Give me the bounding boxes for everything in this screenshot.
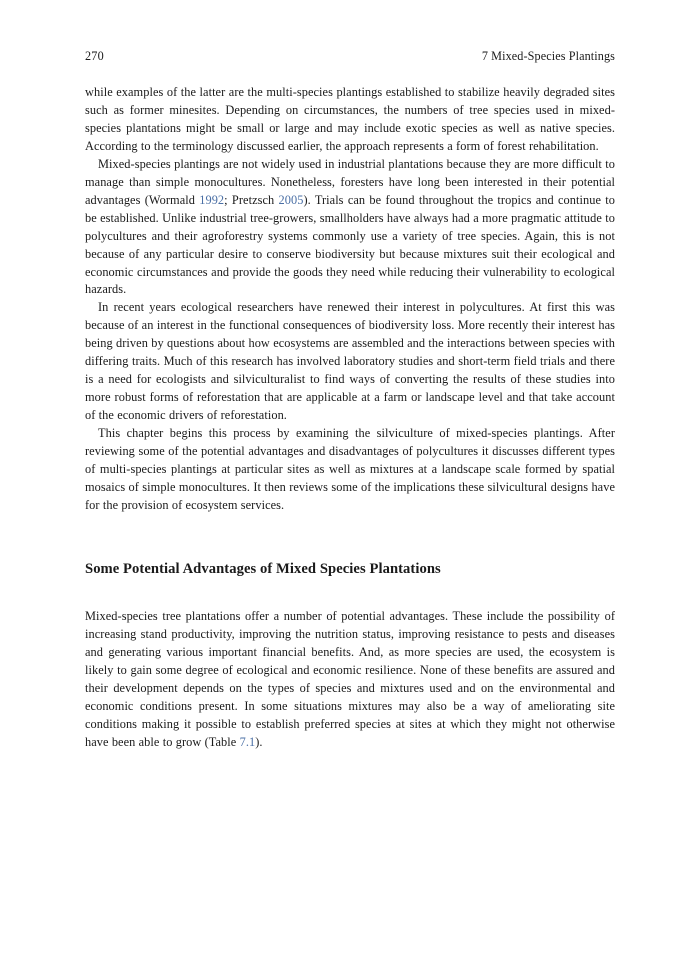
paragraph-5-text-a: Mixed-species tree plantations offer a number of potential advantages. These include the possibility of increasing stand productivity, improving the nutrition status, improving resistance to pests and diseases and generating various important financial benefits. And, as more species are used, the ecosystem is likely to gain some degree of ecological and economic resilience. None of these benefits are assured and their development depends on the types of species and mixtures used and on the environmental and economic conditions present. In some situations mixtures may also be a way of ameliorating site conditions making it possible to establish preferred species at sites at which they might not otherwise have been able to grow (Table	[85, 608, 615, 749]
paragraph-2-text-a: Mixed-species plantings are not widely used in industrial plantations because they are more difficult to manage than simple monocultures. Nonetheless, foresters have long been interested in their potential advantages (Wormald	[85, 156, 615, 207]
table-reference-link-7-1[interactable]: 7.1	[239, 734, 256, 749]
paragraph-5	[85, 579, 615, 752]
paragraph-2-text-c: ). Trials can be found throughout the tropics and continue to be established. Unlike industrial tree-growers, smallholders have always had a more pragmatic attitude to polycultures and their agroforestry systems commonly use a variety of tree species. Again, this is not because of any particular desire to conserve biodiversity but because mixtures suit their ecological and economic circumstances and provide the goods they need while reducing their vulnerability to ecological hazards.	[85, 192, 615, 297]
paragraph-5-text-b: ).	[255, 734, 263, 749]
page-content-column	[85, 0, 615, 752]
paragraph-2-text-b: ; Pretzsch	[224, 192, 279, 207]
paragraph-2	[85, 156, 615, 300]
citation-link-wormald-1992[interactable]: 1992	[199, 192, 225, 207]
citation-link-pretzsch-2005[interactable]: 2005	[278, 192, 304, 207]
section-heading-advantages: Some Potential Advantages of Mixed Species Plantations	[85, 560, 441, 577]
chapter-running-title: 7 Mixed-Species Plantings	[481, 49, 615, 63]
paragraph-4: This chapter begins this process by examining the silviculture of mixed-species plantings. After reviewing some of the potential advantages and disadvantages of polycultures it discusses different types of multi-species plantings at particular sites as well as mixtures at a landscape scale formed by spatial mosaics of simple monocultures. It then reviews some of the implications these silvicultural designs have for the provision of ecosystem services.	[85, 426, 615, 512]
running-head	[85, 0, 615, 64]
paragraph-1: while examples of the latter are the multi-species plantings established to stabilize heavily degraded sites such as former minesites. Depending on circumstances, the numbers of tree species used in mixed-species plantations might be small or large and may include exotic species as well as native species. According to the terminology discussed earlier, the approach represents a form of forest rehabilitation.	[85, 85, 615, 153]
body-text	[85, 64, 615, 752]
paragraph-3: In recent years ecological researchers have renewed their interest in polycultures. At first this was because of an interest in the functional consequences of biodiversity loss. More recently their interest has being driven by questions about how ecosystems are assembled and the interactions between species with differing traits. Much of this research has involved laboratory studies and short-term field trials and there is a need for ecologists and silviculturalist to find ways of converting the results of these studies into more robust forms of reforestation that are applicable at a farm or landscape level and that take account of the economic drivers of reforestation.	[85, 300, 615, 423]
page-number: 270	[85, 49, 104, 63]
